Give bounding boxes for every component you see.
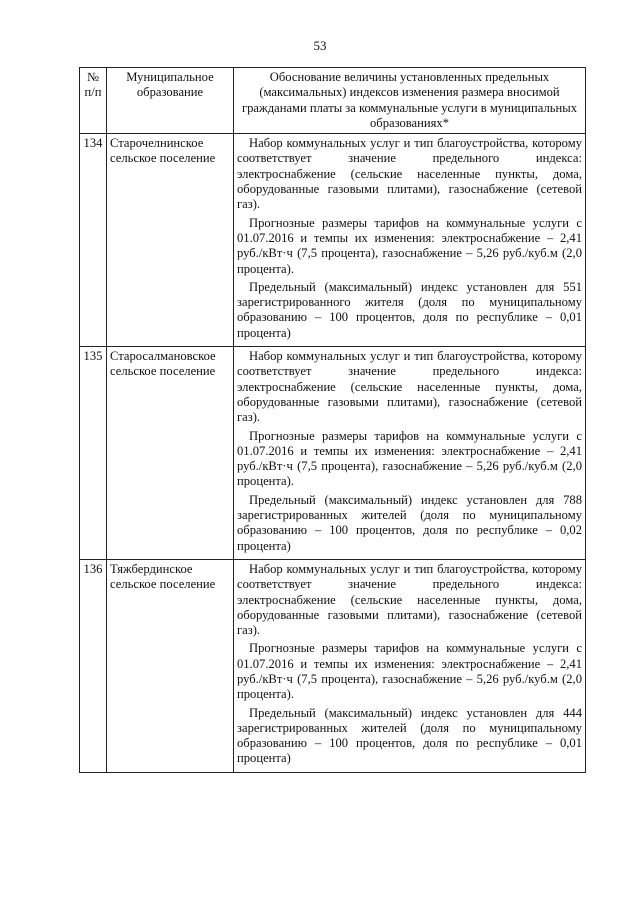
row-municipality: Старосалмановское сельское поселение xyxy=(107,347,234,560)
tariffs-paragraph: Прогнозные размеры тарифов на коммунальные услуги с 01.07.2016 и темпы их изменения: электроснабжение – 2,41 руб./кВт·ч (7,5 процента), газоснабжение – 5,26 руб./куб.м (2,0 процента). xyxy=(237,215,582,276)
table-header-row xyxy=(80,68,586,134)
tariffs-paragraph: Прогнозные размеры тарифов на коммунальные услуги с 01.07.2016 и темпы их изменения: электроснабжение – 2,41 руб./кВт·ч (7,5 процента), газоснабжение – 5,26 руб./куб.м (2,0 процента). xyxy=(237,428,582,489)
services-paragraph: Набор коммунальных услуг и тип благоустройства, которому соответствует значение предельного индекса: электроснабжение (сельские населенные пункты, дома, оборудованные газовыми плитами), газоснабжение (сетевой газ). xyxy=(237,561,582,638)
row-number: 135 xyxy=(80,347,107,560)
indices-table xyxy=(79,67,586,773)
index-paragraph: Предельный (максимальный) индекс установлен для 444 зарегистрированных жителей (доля по муниципальному образованию – 100 процентов, доля по республике – 0,01 процента) xyxy=(237,705,582,766)
table-row xyxy=(80,559,586,772)
row-municipality: Тяжбердинское сельское поселение xyxy=(107,559,234,772)
services-paragraph: Набор коммунальных услуг и тип благоустройства, которому соответствует значение предельного индекса: электроснабжение (сельские населенные пункты, дома, оборудованные газовыми плитами), газоснабжение (сетевой газ). xyxy=(237,136,582,212)
index-paragraph: Предельный (максимальный) индекс установлен для 551 зарегистрированного жителя (доля по муниципальному образованию – 100 процентов, доля по республике – 0,01 процента) xyxy=(237,279,582,340)
row-municipality: Старочелнинское сельское поселение xyxy=(107,134,234,347)
table-row xyxy=(80,347,586,560)
header-justification: Обоснование величины установленных предельных (максимальных) индексов изменения размера вносимой гражданами платы за коммунальные услуги в муниципальных образованиях* xyxy=(234,68,586,134)
row-number: 134 xyxy=(80,134,107,347)
row-justification xyxy=(234,559,586,772)
row-justification xyxy=(234,134,586,347)
page-number: 53 xyxy=(313,38,327,53)
index-paragraph: Предельный (максимальный) индекс установлен для 788 зарегистрированных жителей (доля по муниципальному образованию – 100 процентов, доля по республике – 0,02 процента) xyxy=(237,492,582,553)
row-justification xyxy=(234,347,586,560)
header-municipality: Муниципальное образование xyxy=(107,68,234,134)
tariffs-paragraph: Прогнозные размеры тарифов на коммунальные услуги с 01.07.2016 и темпы их изменения: электроснабжение – 2,41 руб./кВт·ч (7,5 процента), газоснабжение – 5,26 руб./куб.м (2,0 процента). xyxy=(237,641,582,702)
table-row xyxy=(80,134,586,347)
header-num: № п/п xyxy=(80,68,107,134)
row-number: 136 xyxy=(80,559,107,772)
services-paragraph: Набор коммунальных услуг и тип благоустройства, которому соответствует значение предельного индекса: электроснабжение (сельские населенные пункты, дома, оборудованные газовыми плитами), газоснабжение (сетевой газ). xyxy=(237,349,582,425)
